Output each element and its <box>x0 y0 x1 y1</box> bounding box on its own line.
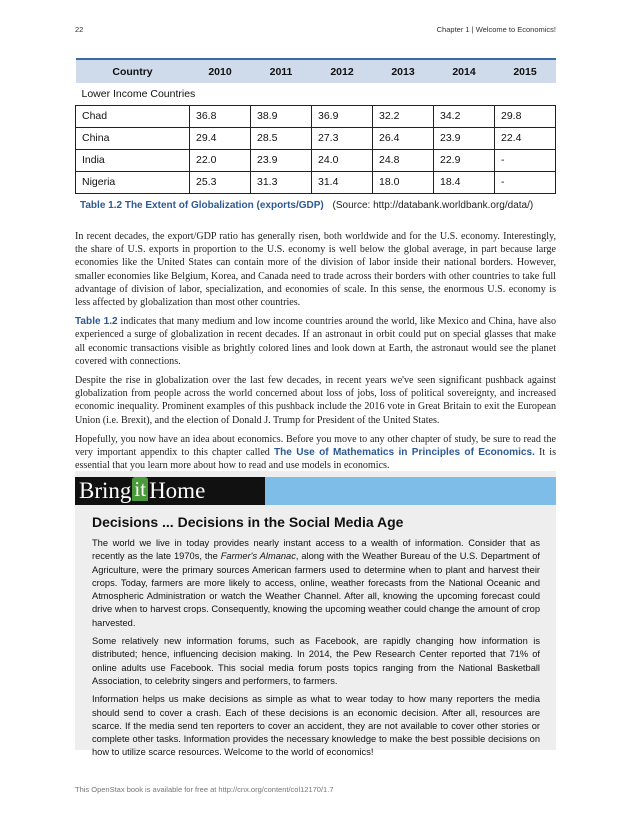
table-cell: 22.9 <box>434 149 495 171</box>
table-cell: 22.0 <box>190 149 251 171</box>
table-cell: 32.2 <box>373 105 434 127</box>
table-cell: 24.0 <box>312 149 373 171</box>
table-cell: 22.4 <box>495 127 556 149</box>
paragraph: Information helps us make decisions as simple as what to wear today to how many reporters the media should send to cover a crash. Each of these decisions is an economic decision. After all, resources are scarce. If the media send ten reporters to cover an accident, they are not available to cover other stories or complete other tasks. Information provides the necessary knowledge to make the best possible decisions on how to utilize scarce resources. Welcome to the world of economics! <box>92 694 540 758</box>
paragraph: Some relatively new information forums, such as Facebook, are rapidly changing how information is distributed; hence, influencing decision making. In 2014, the Pew Research Center reported that 71% of online adults use Facebook. This social media forum posts topics ranging from the National Basketball Association, to celebrity singers and performers, to farmers. <box>92 636 540 686</box>
column-header: 2012 <box>312 59 373 83</box>
bring-it-home-logo <box>75 477 265 505</box>
bring-it-home-box <box>75 471 556 758</box>
paragraph: In recent decades, the export/GDP ratio has generally risen, both worldwide and for the U.S. economy. Interestingly, the share of U.S. exports in proportion to the U.S. economy is well below the global average, in part because large economies like the United States can contain more of the division of labor inside their national borders. However, smaller economies like Belgium, Korea, and Canada need to trade across their borders with other countries to take full advantage of division of labor, specialization, and economies of scale. In this sense, the enormous U.S. economy is less affected by globalization than most other countries. <box>75 231 556 309</box>
table-row <box>76 105 556 127</box>
table-caption <box>75 200 556 211</box>
feature-heading: Decisions ... Decisions in the Social Media Age <box>92 514 404 530</box>
table-group-row <box>76 83 556 105</box>
page-footer: This OpenStax book is available for free at http://cnx.org/content/col12170/1.7 <box>75 785 334 794</box>
body-text <box>75 230 556 478</box>
paragraph <box>75 433 556 473</box>
table-cell: - <box>495 149 556 171</box>
caption-source: (Source: http://databank.worldbank.org/data/) <box>332 199 534 211</box>
globalization-table <box>75 58 556 194</box>
table-cell: 38.9 <box>251 105 312 127</box>
table-cell: 18.0 <box>373 171 434 193</box>
table-cell: - <box>495 171 556 193</box>
feature-body <box>92 537 540 765</box>
paragraph <box>92 537 540 630</box>
table-cell: 28.5 <box>251 127 312 149</box>
table-cell: Nigeria <box>76 171 190 193</box>
paragraph-text: indicates that many medium and low income countries around the world, like Mexico and China, have also experienced a surge of globalization in recent decades. If an astronaut in orbit could put on special glasses that make all economic transactions visible as brightly colored lines and look down at Earth, the astronaut would see the planet covered with connections. <box>75 316 557 367</box>
table-cell: 27.3 <box>312 127 373 149</box>
paragraph: Despite the rise in globalization over the last few decades, in recent years we've seen significant pushback against globalization from people across the world concerned about loss of jobs, loss of political sovereignty, and increased economic inequality. Prominent examples of this pushback include the 2016 vote in Great Britain to exit the European Union (i.e. Brexit), and the election of Donald J. Trump for President of the United States. <box>75 375 556 426</box>
table-cell: Chad <box>76 105 190 127</box>
column-header: 2014 <box>434 59 495 83</box>
table-cell: 34.2 <box>434 105 495 127</box>
table-cell: 29.8 <box>495 105 556 127</box>
table-cell: 31.3 <box>251 171 312 193</box>
table-cell: 36.8 <box>190 105 251 127</box>
house-icon: it <box>134 477 147 501</box>
globalization-table-section <box>75 58 556 211</box>
column-header: 2015 <box>495 59 556 83</box>
table-cell: India <box>76 149 190 171</box>
table-cell: 25.3 <box>190 171 251 193</box>
appendix-link[interactable]: The Use of Mathematics in Principles of Economics. <box>273 447 535 459</box>
book-title: Farmer's Almanac <box>220 551 296 562</box>
table-cell: 23.9 <box>434 127 495 149</box>
logo-text: Home <box>149 478 206 503</box>
paragraph-text: It is essential that you learn more about how to read and use models in economics. <box>75 447 556 472</box>
table-cell: 18.4 <box>434 171 495 193</box>
table-row <box>76 171 556 193</box>
table-cell: 29.4 <box>190 127 251 149</box>
column-header: 2010 <box>190 59 251 83</box>
table-row <box>76 149 556 171</box>
column-header: 2011 <box>251 59 312 83</box>
table-cell: 24.8 <box>373 149 434 171</box>
paragraph-text: Hopefully, you now have an idea about economics. Before you move to any other chapter of study, be sure to read the very important appendix to this chapter called <box>75 433 556 459</box>
table-cell: 23.9 <box>251 149 312 171</box>
paragraph <box>75 315 556 368</box>
page-number: 22 <box>75 25 84 34</box>
table-header-row <box>76 59 556 83</box>
paragraph-text: , along with the Weather Bureau of the U.S. Department of Agriculture, were the primary sources American farmers used to determine when to plant and harvest their crops. Today, farmers are more likely to access, online, weather forecasts from the National Oceanic and Atmospheric Administration or watch the Weather Channel. After all, knowing the upcoming forecast could drive when to harvest crops. Consequently, knowing the upcoming weather could change the amount of crop harvested. <box>92 551 540 628</box>
column-header: Country <box>76 59 190 83</box>
caption-label: Table 1.2 The Extent of Globalization (exports/GDP) <box>80 199 324 211</box>
chapter-title: Chapter 1 | Welcome to Economics! <box>436 25 556 34</box>
table-cell: 36.9 <box>312 105 373 127</box>
table-cell: China <box>76 127 190 149</box>
logo-text: Bring <box>79 478 132 503</box>
paragraph-text: The world we live in today provides nearly instant access to a wealth of information. Consider that as recently as the late 1970s, the <box>92 538 540 562</box>
column-header: 2013 <box>373 59 434 83</box>
table-row <box>76 127 556 149</box>
table-cell: 26.4 <box>373 127 434 149</box>
table-cell: 31.4 <box>312 171 373 193</box>
table-reference-link[interactable]: Table 1.2 <box>75 316 118 328</box>
group-label: Lower Income Countries <box>76 83 556 105</box>
